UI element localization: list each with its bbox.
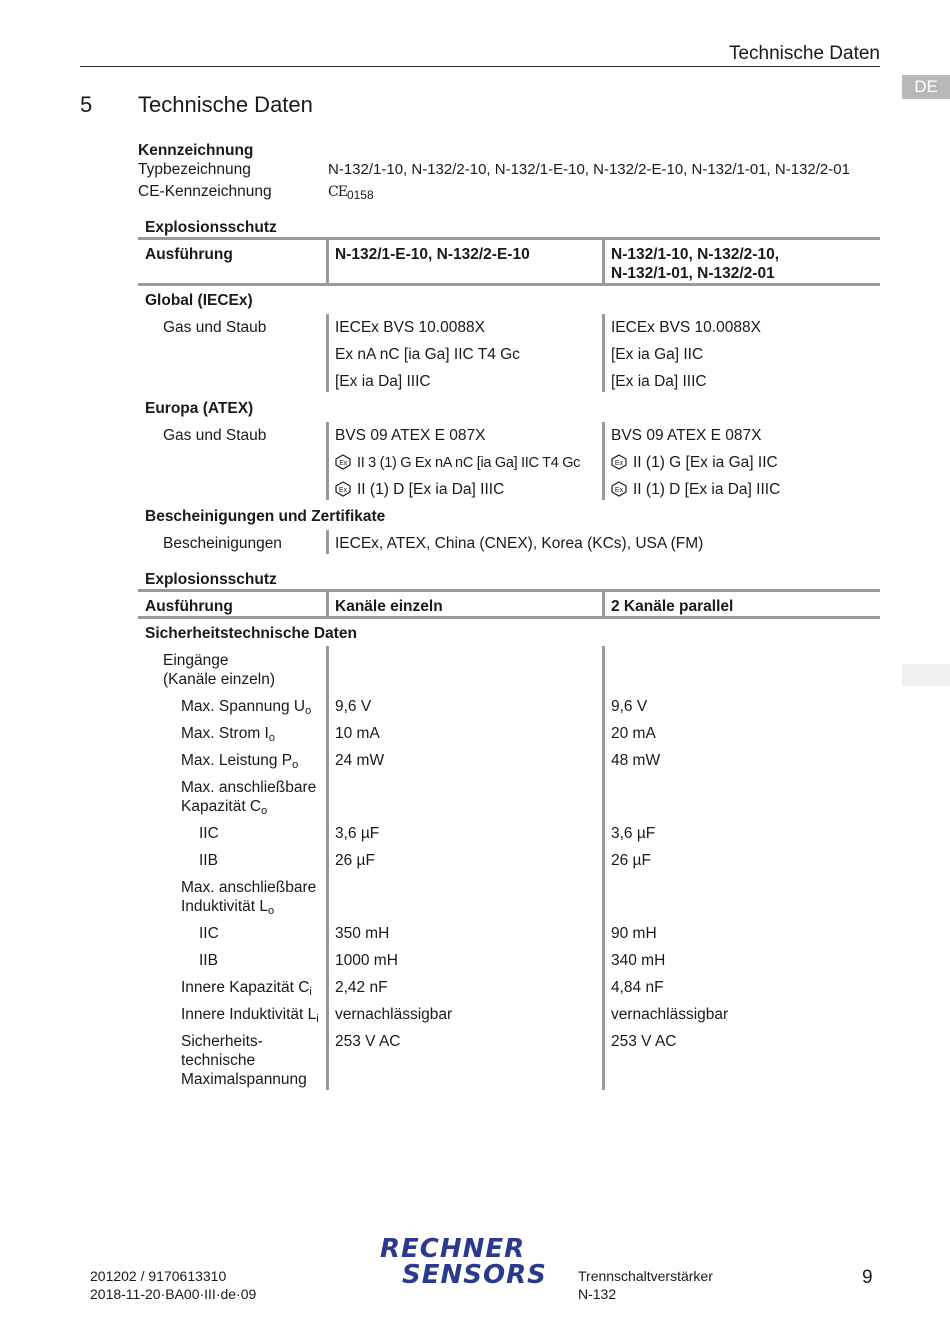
europa-c2-1 bbox=[611, 454, 778, 472]
global-label: Gas und Staub bbox=[163, 319, 267, 336]
cert-value: IECEx, ATEX, China (CNEX), Korea (KCs), USA (FM) bbox=[335, 535, 704, 552]
running-header-title: Technische Daten bbox=[728, 43, 880, 64]
table2-head-divider-1 bbox=[326, 592, 329, 617]
li-c1: vernachlässigbar bbox=[335, 1006, 453, 1023]
footer-doc-number: 201202 / 9170613310 bbox=[90, 1268, 227, 1284]
ci-c2: 4,84 nF bbox=[611, 979, 664, 996]
lo-iib-c2: 340 mH bbox=[611, 952, 666, 969]
ex-hexagon-icon bbox=[335, 454, 351, 470]
ci-c1: 2,42 nF bbox=[335, 979, 388, 996]
lo-iic-label: IIC bbox=[199, 925, 219, 942]
co-iic-label: IIC bbox=[199, 825, 219, 842]
europa-c1-2-text: II (1) D [Ex ia Da] IIIC bbox=[357, 481, 505, 498]
europa-c1-2 bbox=[335, 481, 504, 499]
section-title: Technische Daten bbox=[138, 92, 313, 117]
lo-head1: Max. anschließbare bbox=[181, 879, 317, 896]
uo-c2: 9,6 V bbox=[611, 698, 648, 715]
table1-col-head-1: N-132/1-E-10, N-132/2-E-10 bbox=[335, 246, 530, 263]
po-c2: 48 mW bbox=[611, 752, 661, 769]
global-c2-2: [Ex ia Da] IIIC bbox=[611, 373, 707, 390]
um-line2: technische bbox=[181, 1052, 256, 1069]
rechner-sensors-logo bbox=[380, 1236, 547, 1288]
global-divider-2 bbox=[602, 314, 605, 392]
section-number: 5 bbox=[80, 92, 93, 117]
global-c2-0: IECEx BVS 10.0088X bbox=[611, 319, 761, 336]
ce-mark-icon: CE bbox=[328, 184, 347, 200]
table2-head-divider-2 bbox=[602, 592, 605, 617]
table2-title: Explosionsschutz bbox=[145, 571, 277, 588]
europa-divider-1 bbox=[326, 422, 329, 500]
logo-line2: SENSORS bbox=[402, 1260, 547, 1290]
europa-c1-0: BVS 09 ATEX E 087X bbox=[335, 427, 486, 444]
table1-head-divider-2 bbox=[602, 240, 605, 285]
io-label: Max. Strom $I_o$ bbox=[181, 725, 275, 744]
table2-body-divider-2 bbox=[602, 646, 605, 1090]
table2-col-head-1: Kanäle einzeln bbox=[335, 598, 443, 615]
typ-value: N-132/1-10, N-132/2-10, N-132/1-E-10, N-132/2-E-10, N-132/1-01, N-132/2-01 bbox=[328, 161, 850, 178]
table1-head-divider-1 bbox=[326, 240, 329, 285]
side-thumb-mark bbox=[902, 664, 950, 686]
typ-label: Typbezeichnung bbox=[138, 161, 251, 178]
table1-title: Explosionsschutz bbox=[145, 219, 277, 236]
svg-text:Ex: Ex bbox=[614, 460, 624, 467]
europa-c1-1-text: II 3 (1) G Ex nA nC [ia Ga] IIC T4 Gc bbox=[357, 455, 581, 471]
ce-label: CE-Kennzeichnung bbox=[138, 183, 272, 200]
co-iib-c2: 26 µF bbox=[611, 852, 651, 869]
po-c1: 24 mW bbox=[335, 752, 385, 769]
co-iib-c1: 26 µF bbox=[335, 852, 375, 869]
um-line3: Maximalspannung bbox=[181, 1071, 307, 1088]
global-c1-2: [Ex ia Da] IIIC bbox=[335, 373, 431, 390]
li-label: Innere Induktivität $L_i$ bbox=[181, 1006, 319, 1025]
europa-c1-1 bbox=[335, 454, 580, 471]
ex-hexagon-icon bbox=[611, 481, 627, 497]
cert-divider bbox=[326, 530, 329, 554]
ce-number: 0158 bbox=[346, 188, 374, 202]
lo-head2: Induktivität $L_o$ bbox=[181, 898, 275, 917]
uo-c1: 9,6 V bbox=[335, 698, 372, 715]
co-head1: Max. anschließbare bbox=[181, 779, 317, 796]
table2-col-head-0: Ausführung bbox=[145, 598, 233, 615]
uo-label: Max. Spannung $U_o$ bbox=[181, 698, 312, 717]
co-iic-c2: 3,6 µF bbox=[611, 825, 656, 842]
co-iib-label: IIB bbox=[199, 852, 218, 869]
svg-text:Ex: Ex bbox=[339, 460, 347, 467]
footer-product-model: N-132 bbox=[578, 1286, 617, 1302]
global-divider-1 bbox=[326, 314, 329, 392]
io-c2: 20 mA bbox=[611, 725, 656, 742]
table1-col-head-2b: N-132/1-01, N-132/2-01 bbox=[611, 265, 775, 282]
language-tab: DE bbox=[902, 75, 950, 99]
inputs-line1: Eingänge bbox=[163, 652, 229, 669]
europa-heading: Europa (ATEX) bbox=[145, 400, 254, 417]
li-c2: vernachlässigbar bbox=[611, 1006, 729, 1023]
svg-text:Ex: Ex bbox=[614, 487, 624, 494]
europa-label: Gas und Staub bbox=[163, 427, 267, 444]
europa-c2-1-text: II (1) G [Ex ia Ga] IIC bbox=[633, 454, 778, 471]
table2-top-rule bbox=[138, 589, 880, 592]
europa-c2-0: BVS 09 ATEX E 087X bbox=[611, 427, 762, 444]
logo-line1: RECHNER bbox=[380, 1234, 526, 1264]
lo-iib-label: IIB bbox=[199, 952, 218, 969]
table1-col-head-0: Ausführung bbox=[145, 246, 233, 263]
global-c1-0: IECEx BVS 10.0088X bbox=[335, 319, 485, 336]
table1-top-rule bbox=[138, 237, 880, 240]
um-c2: 253 V AC bbox=[611, 1033, 677, 1050]
co-iic-c1: 3,6 µF bbox=[335, 825, 380, 842]
global-c2-1: [Ex ia Ga] IIC bbox=[611, 346, 704, 363]
um-c1: 253 V AC bbox=[335, 1033, 401, 1050]
global-c1-1: Ex nA nC [ia Ga] IIC T4 Gc bbox=[335, 346, 520, 363]
global-heading: Global (IECEx) bbox=[145, 292, 253, 309]
co-head2: Kapazität $C_o$ bbox=[181, 798, 268, 817]
ci-label: Innere Kapazität $C_i$ bbox=[181, 979, 312, 998]
cert-label: Bescheinigungen bbox=[163, 535, 282, 552]
svg-text:Ex: Ex bbox=[338, 487, 348, 494]
inputs-line2: (Kanäle einzeln) bbox=[163, 671, 276, 688]
safety-heading: Sicherheitstechnische Daten bbox=[145, 625, 357, 642]
table1-head-rule bbox=[138, 283, 880, 286]
europa-c2-2-text: II (1) D [Ex ia Da] IIIC bbox=[633, 481, 781, 498]
footer-product-name: Trennschaltverstärker bbox=[578, 1268, 713, 1284]
europa-c2-2 bbox=[611, 481, 780, 499]
io-c1: 10 mA bbox=[335, 725, 380, 742]
europa-divider-2 bbox=[602, 422, 605, 500]
table2-head-rule bbox=[138, 616, 880, 619]
lo-iic-c2: 90 mH bbox=[611, 925, 657, 942]
lo-iib-c1: 1000 mH bbox=[335, 952, 398, 969]
ex-hexagon-icon bbox=[611, 454, 627, 470]
lo-iic-c1: 350 mH bbox=[335, 925, 390, 942]
cert-heading: Bescheinigungen und Zertifikate bbox=[145, 508, 386, 525]
kennzeichnung-heading: Kennzeichnung bbox=[138, 142, 254, 159]
ce-mark bbox=[328, 183, 374, 202]
page-number: 9 bbox=[862, 1267, 873, 1288]
ex-hexagon-icon bbox=[335, 481, 351, 497]
table2-col-head-2: 2 Kanäle parallel bbox=[611, 598, 734, 615]
po-label: Max. Leistung $P_o$ bbox=[181, 752, 299, 771]
table2-body-divider-1 bbox=[326, 646, 329, 1090]
um-line1: Sicherheits- bbox=[181, 1033, 263, 1050]
header-rule bbox=[80, 66, 880, 67]
footer-doc-date: 2018-11-20·BA00·III·de·09 bbox=[90, 1286, 257, 1302]
table1-col-head-2a: N-132/1-10, N-132/2-10, bbox=[611, 246, 780, 263]
